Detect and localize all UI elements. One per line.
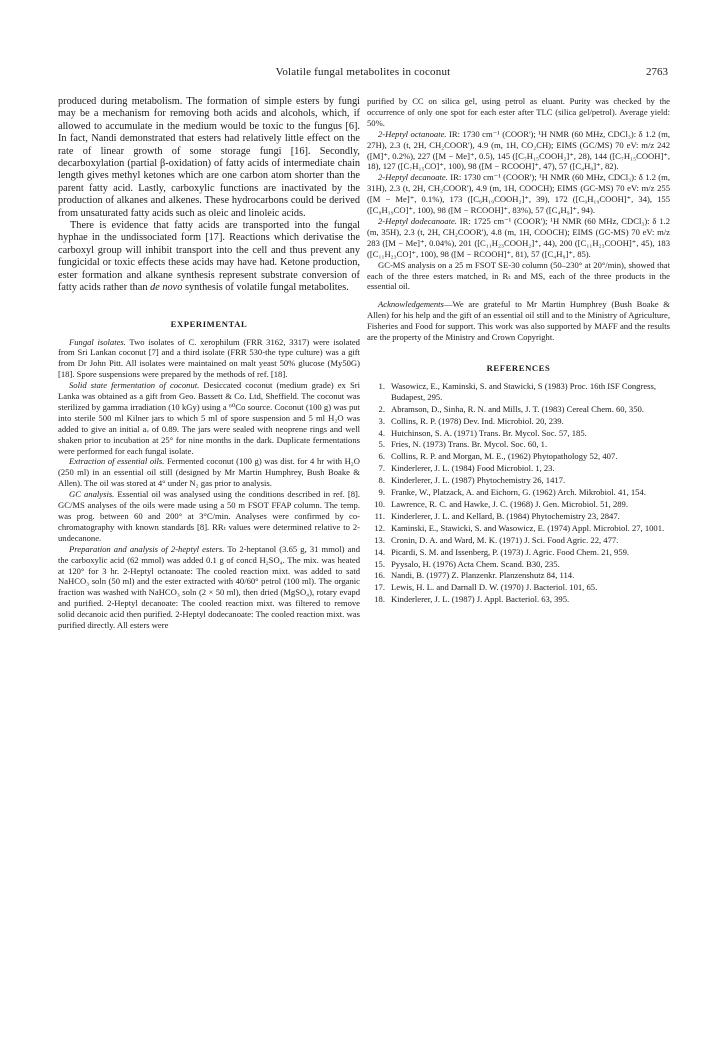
reference-text: Pyysalo, H. (1976) Acta Chem. Scand. B30, 235.	[391, 558, 560, 569]
exp-paragraph-fungal-isolates	[58, 337, 360, 381]
exp-text: Desiccated coconut (medium grade) ex Sri Lanka was obtained as a gift from Geo. Bassett & Co. Ltd, Sheffield. The coconut was sterilized by gamma irradiation (10 kGy) using a ⁶⁰Co source. Coconut (100 g) was put into sterile 500 ml Kilner jars to which 5 ml of spore suspension and 5 ml H₂O was added to give an initial aᵥ of 0.89. The jars were sealed with neoprene rings and well shaken prior to incubation at 25° for nine months in the dark. Duplicate fermentations were performed for each fungal isolate.	[58, 380, 360, 456]
exp-text: Fermented coconut (100 g) was dist. for 4 hr with H₂O (250 ml) in an essential oil still (designed by Mr Martin Humphrey, Bush Boake & Allen). The oil was stored at 4° under N₂ gas prior to analysis.	[58, 456, 361, 489]
reference-number: 12.	[374, 522, 385, 533]
reference-number: 11.	[374, 510, 385, 521]
reference-item	[367, 428, 670, 439]
exp-paragraph-extraction	[58, 456, 360, 489]
reference-number: 6.	[378, 451, 385, 462]
reference-text: Kinderlerer, J. L. and Kellard, B. (1984) Phytochemistry 23, 2847.	[391, 510, 620, 521]
intro-paragraph-1: produced during metabolism. The formation of simple esters by fungi may be a mechanism for removing both acids and alcohols, which, if allowed to accumulate in the medium would be toxic to the fungus [6]. In fact, Nandi demonstrated that esters had relatively little effect on the rate of linear growth of some storage fungi [16]. Secondly, decarboxylation (partial β-oxidation) of fatty acids of intermediate chain length gives methyl ketones which are one carbon atom shorter than the parent fatty acid. Lastly, carboxylic functions are inactivated by the production of alkanes and alkenes. These hydrocarbons could be derived from unsaturated fatty acids such as oleic and linoleic acids.	[58, 96, 360, 219]
reference-item	[367, 570, 670, 581]
exp-subheading: GC analysis.	[69, 489, 115, 500]
exp-subheading: Preparation and analysis of 2-heptyl esters.	[69, 543, 225, 554]
reference-item	[367, 463, 670, 474]
ester-dodecanoate	[367, 216, 670, 260]
reference-number: 8.	[378, 475, 385, 486]
reference-number: 17.	[374, 582, 385, 593]
reference-text: Lewis, H. L. and Darnall D. W. (1970) J. Bacteriol. 101, 65.	[391, 582, 598, 593]
ester-title: 2-Heptyl octanoate.	[378, 128, 447, 139]
reference-number: 15.	[374, 558, 385, 569]
intro-paragraph-2-emphasis: de novo	[150, 282, 183, 294]
reference-item	[367, 559, 670, 570]
reference-item	[367, 582, 670, 593]
running-title: Volatile fungal metabolites in coconut	[275, 66, 451, 78]
reference-number: 14.	[374, 546, 385, 557]
reference-item	[367, 523, 670, 534]
ester-title: 2-Heptyl dodecanoate.	[378, 215, 457, 226]
right-column	[367, 96, 670, 606]
references-heading: REFERENCES	[486, 362, 551, 373]
reference-text: Kaminski, E., Stawicki, S. and Wasowicz, E. (1974) Appl. Microbiol. 27, 1001.	[391, 522, 665, 533]
reference-item	[367, 475, 670, 486]
reference-text: Lawrence, R. C. and Hawke, J. C. (1968) J. Gen. Microbiol. 51, 289.	[391, 499, 628, 509]
reference-item	[367, 381, 670, 403]
acknowledgements-text: —We are grateful to Mr Martin Humphrey (Bush Boake & Allen) for his help and the gift of an essential oil still and to the Ministry of Agriculture, Fisheries and Food for support. This work was also supported by MAFF and the results are the property of the Ministry and Crown Copyright.	[367, 299, 670, 343]
reference-text: Kinderlerer, J. L. (1987) J. Appl. Bacteriol. 63, 395.	[391, 594, 570, 605]
reference-number: 2.	[378, 403, 385, 414]
exp-paragraph-gc-analysis	[58, 489, 360, 544]
ester-data: IR: 1730 cm⁻¹ (COOR'); ¹H NMR (60 MHz, CDCl₃): δ 1.2 (m, 27H), 2.3 (t, 2H, CH₂COOR'), 4.9 (m, 1H, CO₂CH); EIMS (GC/MS) 70 eV: m/z 242 ([M]⁺, 0.2%), 227 ([M − Me]⁺, 0.5), 145 ([C₇H₁₅COOH₂]⁺, 28), 144 ([C₇H₁₅COOH]⁺, 18), 127 ([C₇H₁₅CO]⁺, 100), 98 ([M − RCOOH]⁺, 47), 57 ([C₄H₉]⁺, 82).	[367, 128, 670, 172]
exp-subheading: Solid state fermentation of coconut.	[69, 380, 200, 391]
reference-text: Fries, N. (1973) Trans. Br. Mycol. Soc. 60, 1.	[391, 439, 548, 450]
reference-number: 1.	[378, 380, 385, 391]
reference-item	[367, 535, 670, 546]
ester-data: IR: 1725 cm⁻¹ (COOR'); ¹H NMR (60 MHz, CDCl₃): δ 1.2 (m, 35H), 2.3 (t, 2H, CH₂COOR'), 4.8 (m, 1H, COOCH); EIMS (GC-MS) 70 eV: m/z 283 ([M − Me]⁺, 0.04%), 201 ([C₁₁H₂₃COOH₂]⁺, 44), 200 ([C₁₁H₂₃COOH]⁺, 45), 183 ([C₁₁H₂₃CO]⁺, 100), 98 ([M − RCOOH]⁺, 81), 57 ([C₄H₉]⁺, 85).	[367, 215, 671, 259]
exp-text: Essential oil was analysed using the conditions described in ref. [8]. GC/MS analyses of the oils were made using a 50 m FSOT FFAP column. The temp. was prog. between 60 and 200° at 3°C/min. Analyses were confirmed by co-chromatography with known standards [8]. RRₜ values were determined relative to 2-undecanone.	[58, 489, 360, 543]
acknowledgements	[367, 299, 670, 343]
intro-paragraph-2-text-a: There is evidence that fatty acids are transported into the fungal hyphae in the undissociated form [17]. Reactions which derivatise the carboxyl group will inhibit transport into the cell and thus prevent any fungicidal or toxic effects these acids may have had. Ketone production, ester formation and alkane synthesis represent substrate conversion of fatty acids rather than	[58, 220, 360, 294]
reference-item	[367, 404, 670, 415]
ester-decanoate	[367, 172, 670, 216]
reference-text: Franke, W., Platzack, A. and Eichorn, G. (1962) Arch. Mikrobiol. 41, 154.	[391, 487, 646, 498]
reference-item	[367, 499, 670, 510]
reference-item	[367, 451, 670, 462]
exp-paragraph-ester-preparation	[58, 544, 360, 631]
reference-text: Picardi, S. M. and Issenberg, P. (1973) J. Agric. Food Chem. 21, 959.	[391, 546, 630, 557]
exp-paragraph-fermentation	[58, 380, 360, 456]
left-column	[58, 96, 360, 631]
exp-text: To 2-heptanol (3.65 g, 31 mmol) and the carboxylic acid (62 mmol) was added 0.1 g of concd H₂SO₄. The mix. was heated at 120° for 3 hr. 2-Heptyl octanoate: The cooled reaction mixt. was added to satd NaHCO₃ soln (50 ml) and the ester extracted with 40/60° petrol (100 ml). The organic fraction was washed with NaHCO₃ soln (2 × 50 ml), then dried (MgSO₄), rotary evapd and purified. 2-Heptyl decanoate: The cooled reaction mixt. was filtered to remove solid decanoic acid then purified. 2-Heptyl dodecanoate: The cooled reaction mixt. was purified directly. All esters were	[58, 543, 360, 631]
reference-text: Hutchinson, S. A. (1971) Trans. Br. Mycol. Soc. 57, 185.	[391, 427, 587, 438]
reference-number: 5.	[378, 439, 385, 450]
reference-number: 13.	[374, 534, 385, 545]
reference-number: 7.	[378, 463, 385, 474]
exp-subheading: Extraction of essential oils.	[69, 456, 165, 467]
reference-number: 10.	[374, 499, 385, 509]
reference-item	[367, 416, 670, 427]
experimental-heading: EXPERIMENTAL	[170, 318, 248, 329]
ester-octanoate	[367, 129, 670, 173]
reference-item	[367, 547, 670, 558]
intro-paragraph-2-text-b: synthesis of volatile fungal metabolites.	[182, 282, 349, 294]
reference-number: 3.	[378, 415, 385, 426]
reference-item	[367, 594, 670, 605]
reference-text: Collins, R. P. and Morgan, M. E., (1962) Phytopathology 52, 407.	[391, 451, 618, 462]
acknowledgements-title: Acknowledgements	[378, 299, 444, 310]
page-number: 2763	[646, 66, 668, 78]
reference-text: Collins, R. P. (1978) Dev. Ind. Microbiol. 20, 239.	[391, 415, 564, 426]
ester-title: 2-Heptyl decanoate.	[378, 172, 448, 183]
reference-number: 18.	[374, 594, 385, 605]
reference-text: Kinderlerer, J. L. (1987) Phytochemistry 26, 1417.	[391, 475, 566, 486]
exp-subheading: Fungal isolates.	[69, 336, 126, 347]
reference-text: Wasowicz, E., Kaminski, S. and Stawicki, S (1983) Proc. 16th ISF Congress, Budapest, 295.	[391, 380, 656, 402]
reference-text: Nandi, B. (1977) Z. Planzenkr. Planzenshutz 84, 114.	[391, 570, 575, 581]
reference-text: Kinderlerer, J. L. (1984) Food Microbiol. 1, 23.	[391, 463, 555, 474]
reference-number: 4.	[378, 427, 385, 438]
reference-item	[367, 487, 670, 498]
reference-text: Abramson, D., Sinha, R. N. and Mills, J. T. (1983) Cereal Chem. 60, 350.	[391, 403, 644, 414]
reference-number: 9.	[378, 487, 385, 498]
exp-text: Two isolates of C. xerophilum (FRR 3162, 3317) were isolated from Sri Lankan coconut [7] and a third isolate (FRR 530-the type culture) was a gift from Dr John Pitt. All isolates were maintained on malt yeast 50% glucose (My50G) [18]. Spore suspensions were prepared by the methods of ref. [18].	[58, 336, 360, 380]
reference-text: Cronin, D. A. and Ward, M. K. (1971) J. Sci. Food Agric. 22, 477.	[391, 534, 619, 545]
reference-number: 16.	[374, 570, 385, 581]
reference-item	[367, 439, 670, 450]
intro-paragraph-2	[58, 220, 360, 294]
reference-item	[367, 511, 670, 522]
gcms-paragraph: GC-MS analysis on a 25 m FSOT SE-30 column (50–230° at 20°/min), showed that each of the three esters matched, in Rₜ and MS, each of the three products in the essential oil.	[367, 259, 670, 292]
ester-data: IR: 1730 cm⁻¹ (COOR'); ¹H NMR (60 MHz, CDCl₃): δ 1.2 (m, 31H), 2.3 (t, 2H, CH₂COOR'), 4.9 (m, 1H, COOCH); EIMS (GC-MS) 70 eV: m/z 255 ([M − Me]⁺, 0.1%), 173 ([C₉H₁₉COOH₂]⁺, 39), 172 ([C₉H₁₉COOH]⁺, 34), 155 ([C₉H₁₉CO]⁺, 100), 98 ([M − RCOOH]⁺, 83%), 57 ([C₄H₉]⁺, 94).	[367, 172, 671, 216]
ester-purification-text: purified by CC on silica gel, using petrol as eluant. Purity was checked by the occurrence of only one spot for each ester after TLC (silica gel/petrol). Average yield: 50%.	[367, 96, 670, 128]
reference-list	[367, 381, 670, 605]
